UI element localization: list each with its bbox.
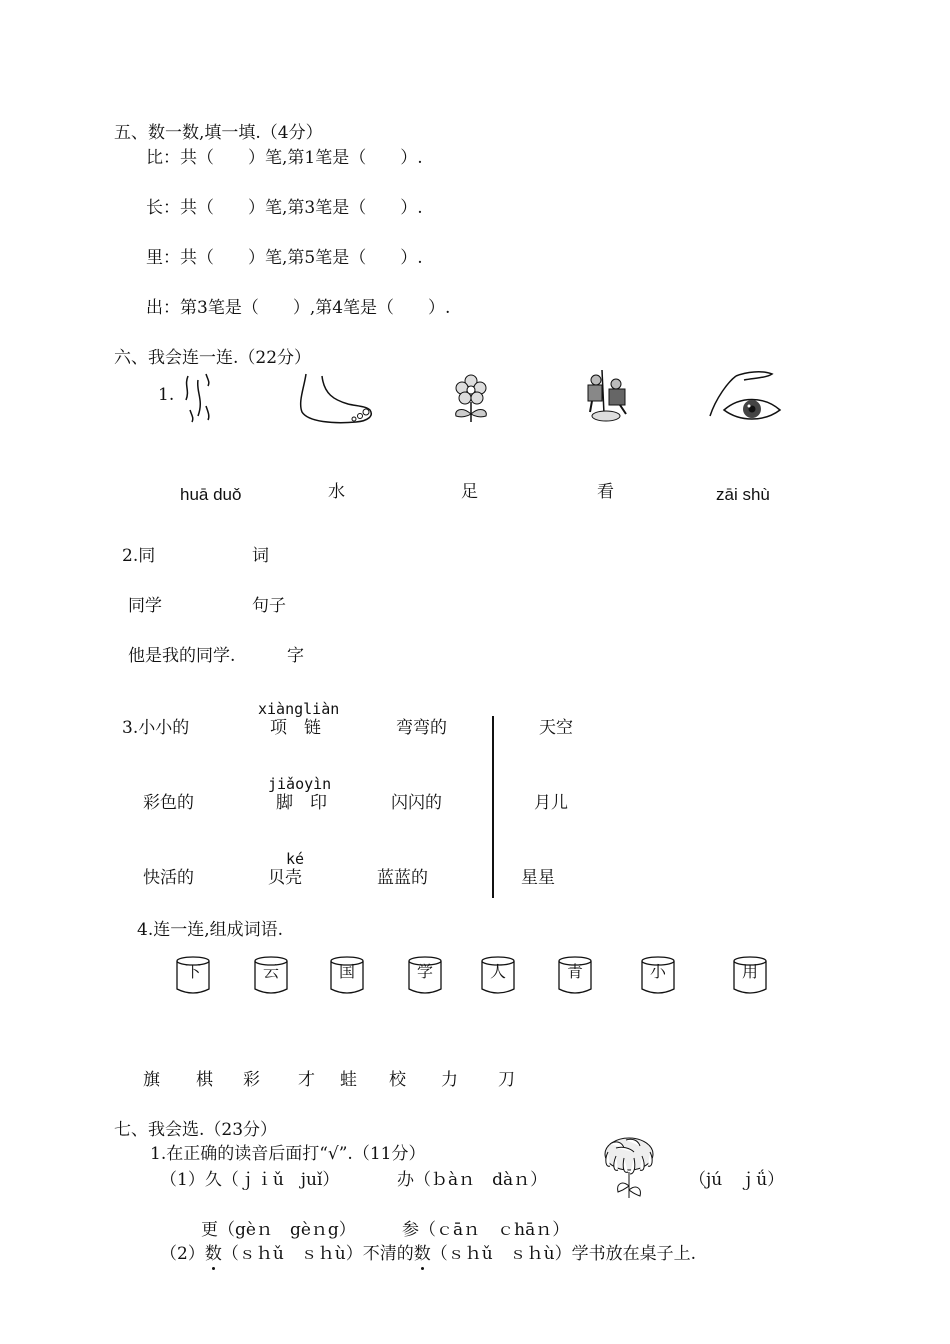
dotted-char: 数 bbox=[413, 1244, 431, 1264]
q3-divider-line bbox=[492, 716, 494, 898]
flower-icon bbox=[450, 370, 492, 424]
char-box: 用 bbox=[733, 956, 767, 990]
char-box: 青 bbox=[558, 956, 592, 990]
section7-title: 七、我会选.（23分） bbox=[114, 1120, 278, 1140]
q4-word: 校 bbox=[389, 1070, 406, 1090]
q1-word: zāi shù bbox=[716, 485, 770, 504]
q2-left: 同学 bbox=[128, 596, 162, 616]
dotted-char: 数 bbox=[204, 1244, 222, 1264]
q3-word: 闪闪的 bbox=[391, 793, 442, 813]
q2-left: 他是我的同学. bbox=[128, 646, 236, 666]
s5-line: 比：共（ ）笔,第1笔是（ ）. bbox=[146, 148, 423, 168]
planting-tree-icon bbox=[582, 368, 634, 424]
s5-line: 出：第3笔是（ ）,第4笔是（ ）. bbox=[146, 298, 451, 318]
q1-word: 看 bbox=[597, 482, 614, 502]
q4-word: 旗 bbox=[143, 1070, 160, 1090]
q2-right: 句子 bbox=[252, 596, 286, 616]
chrysanthemum-icon bbox=[596, 1130, 662, 1200]
q4-word: 蛙 bbox=[340, 1070, 357, 1090]
s5-line: 长：共（ ）笔,第3笔是（ ）. bbox=[146, 198, 423, 218]
q1-word: 水 bbox=[328, 482, 345, 502]
q3-word: 星星 bbox=[521, 868, 555, 888]
section6-title: 六、我会连一连.（22分） bbox=[114, 348, 312, 368]
q4-word: 彩 bbox=[243, 1070, 260, 1090]
q3-word: 脚 印 bbox=[276, 793, 327, 813]
char-box: 下 bbox=[176, 956, 210, 990]
q3-word: 贝壳 bbox=[268, 868, 302, 888]
char-box: 人 bbox=[481, 956, 515, 990]
s5-line: 里：共（ ）笔,第5笔是（ ）. bbox=[146, 248, 423, 268]
q4-word: 才 bbox=[298, 1070, 315, 1090]
q3-pinyin: ké bbox=[286, 850, 305, 868]
q4-title: 4.连一连,组成词语. bbox=[137, 920, 284, 940]
q3-pinyin: xiàngliàn bbox=[258, 700, 340, 718]
q3-word: 弯弯的 bbox=[396, 718, 447, 738]
s7-line: （jú ｊǘ） bbox=[689, 1170, 785, 1190]
q3-word: 月儿 bbox=[534, 793, 568, 813]
q3-pinyin: jiǎoyìn bbox=[268, 775, 332, 793]
q3-word: 天空 bbox=[539, 718, 573, 738]
q2-right: 字 bbox=[287, 646, 304, 666]
q1-word: huā duǒ bbox=[180, 485, 242, 504]
s7-sentence: （2）数（ｓｈǔ ｓｈù）不清的数（ｓｈǔ ｓｈù）学书放在桌子上. bbox=[160, 1244, 697, 1264]
s7-line: 参（ｃāｎ ｃhāｎ） bbox=[402, 1220, 570, 1240]
char-box: 国 bbox=[330, 956, 364, 990]
water-icon bbox=[180, 372, 214, 424]
q4-word: 刀 bbox=[498, 1070, 515, 1090]
q4-word: 棋 bbox=[196, 1070, 213, 1090]
s7-line: 办（ｂàｎ dàｎ） bbox=[397, 1170, 548, 1190]
char-box: 云 bbox=[254, 956, 288, 990]
q2-right: 词 bbox=[252, 546, 269, 566]
char-box: 学 bbox=[408, 956, 442, 990]
s7-line: （1）久（ｊｉǔ juǐ） bbox=[160, 1170, 340, 1190]
section5-title: 五、数一数,填一填.（4分） bbox=[114, 123, 323, 143]
char-box: 小 bbox=[641, 956, 675, 990]
q4-word: 力 bbox=[441, 1070, 458, 1090]
eye-icon bbox=[706, 370, 782, 420]
q3-word: 项 链 bbox=[270, 718, 321, 738]
q3-word: 蓝蓝的 bbox=[377, 868, 428, 888]
s7-q1: 1.在正确的读音后面打“√”.（11分） bbox=[150, 1144, 426, 1164]
foot-icon bbox=[294, 372, 376, 426]
q3-label: 3.小小的 bbox=[122, 718, 190, 738]
q1-label: 1. bbox=[158, 385, 175, 405]
q3-word: 彩色的 bbox=[143, 793, 194, 813]
q2-label: 2.同 bbox=[122, 546, 156, 566]
s7-line: 更（gèｎ gèｎg） bbox=[201, 1220, 356, 1240]
q1-word: 足 bbox=[461, 482, 478, 502]
q3-word: 快活的 bbox=[143, 868, 194, 888]
